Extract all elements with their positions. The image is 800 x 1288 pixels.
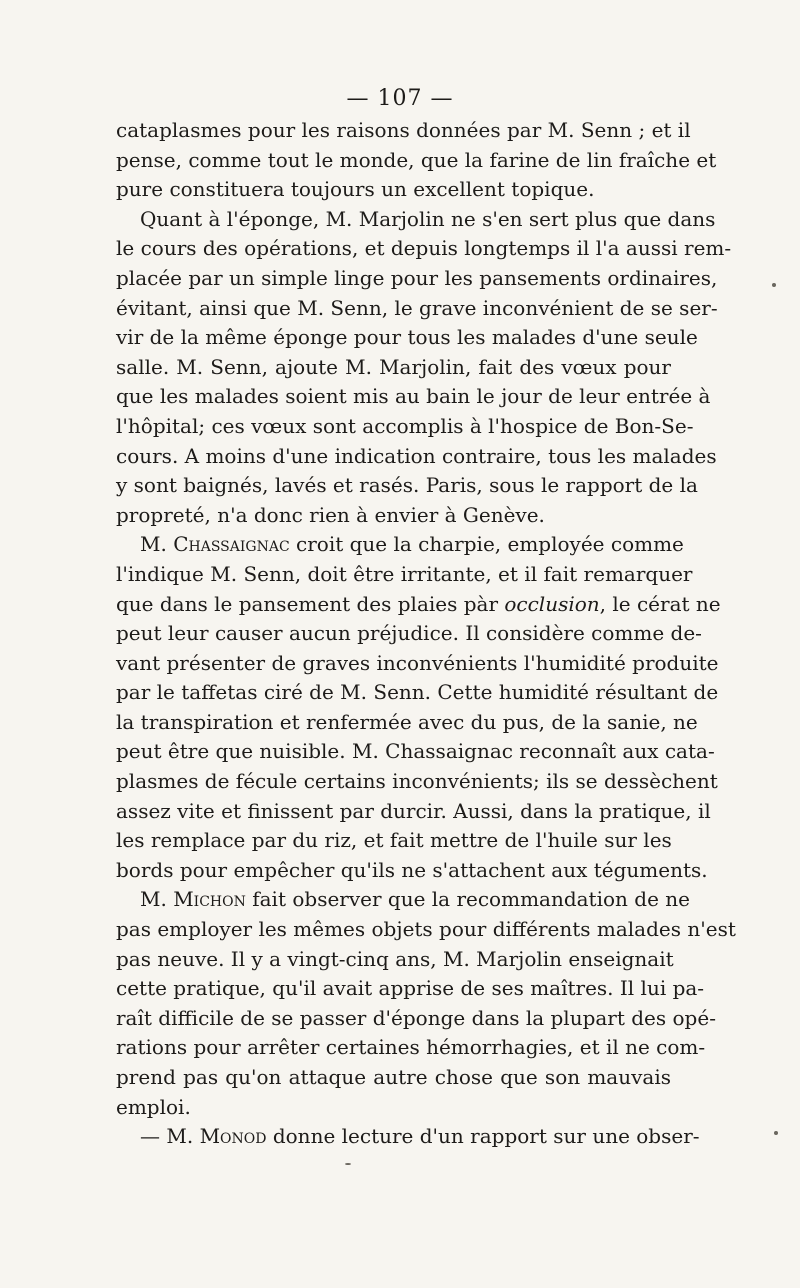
text-line: l'indique M. Senn, doit être irritante, et il fait remarquer	[116, 561, 693, 586]
speaker-name: Monod	[199, 1124, 267, 1149]
text-line: pure constituera toujours un excellent topique.	[116, 177, 595, 202]
line-text: fait observer que la recommandation de ne	[245, 887, 690, 912]
page-number: — 107 —	[346, 86, 454, 111]
text-line	[116, 1122, 700, 1152]
line-text: M.	[140, 887, 174, 912]
text-line: par le taffetas ciré de M. Senn. Cette humidité résultant de	[116, 680, 719, 705]
text-line: cette pratique, qu'il avait apprise de ses maîtres. Il lui pa-	[116, 976, 705, 1001]
text-line: raît difficile de se passer d'éponge dans la plupart des opé-	[116, 1005, 716, 1030]
text-line: peut leur causer aucun préjudice. Il considère comme de-	[116, 621, 702, 646]
line-text: , le cérat ne	[599, 591, 721, 616]
text-line: propreté, n'a donc rien à envier à Genève.	[116, 502, 545, 527]
text-line: que les malades soient mis au bain le jour de leur entrée à	[116, 384, 711, 409]
text-line: l'hôpital; ces vœux sont accomplis à l'hospice de Bon-Se-	[116, 413, 694, 438]
italic-term: occlusion	[504, 591, 600, 616]
text-line: plasmes de fécule certains inconvénients; ils se dessèchent	[116, 769, 718, 794]
line-text: croit que la charpie, employée comme	[289, 532, 684, 557]
text-line: rations pour arrêter certaines hémorrhagies, et il ne com-	[116, 1035, 706, 1060]
text-line: y sont baignés, lavés et rasés. Paris, sous le rapport de la	[116, 473, 698, 498]
text-line: vir de la même éponge pour tous les malades d'une seule	[116, 325, 698, 350]
text-line: cours. A moins d'une indication contraire, tous les malades	[116, 443, 717, 468]
text-line: évitant, ainsi que M. Senn, le grave inconvénient de se ser-	[116, 295, 718, 320]
line-text: que dans le pansement des plaies pàr	[116, 591, 505, 616]
text-line: peut être que nuisible. M. Chassaignac reconnaît aux cata-	[116, 739, 715, 764]
text-line: le cours des opérations, et depuis longtemps il l'a aussi rem-	[116, 236, 732, 261]
speaker-name: Michon	[173, 887, 246, 912]
text-line: cataplasmes pour les raisons données par M. Senn ; et il	[116, 118, 691, 142]
text-line: pense, comme tout le monde, que la farine de lin fraîche et	[116, 147, 717, 172]
ink-speck	[774, 1131, 778, 1135]
text-line	[116, 530, 684, 560]
ink-speck	[772, 283, 776, 287]
text-line: la transpiration et renfermée avec du pus, de la sanie, ne	[116, 709, 698, 734]
line-text: — M.	[140, 1124, 200, 1149]
text-line: pas neuve. Il y a vingt-cinq ans, M. Marjolin enseignait	[116, 946, 674, 971]
text-line: Quant à l'éponge, M. Marjolin ne s'en sert plus que dans	[140, 206, 716, 231]
text-line: prend pas qu'on attaque autre chose que son mauvais	[116, 1065, 671, 1089]
text-line: les remplace par du riz, et fait mettre de l'huile sur les	[116, 828, 672, 853]
text-line: salle. M. Senn, ajoute M. Marjolin, fait des vœux pour	[116, 354, 671, 379]
speaker-name: Chassaignac	[173, 532, 290, 557]
ink-speck	[345, 1163, 351, 1165]
text-line: emploi.	[116, 1094, 191, 1119]
text-line	[116, 590, 721, 620]
text-line: bords pour empêcher qu'ils ne s'attachent aux téguments.	[116, 857, 708, 882]
text-line: pas employer les mêmes objets pour différents malades n'est	[116, 917, 736, 942]
text-line	[116, 885, 690, 915]
text-line: vant présenter de graves inconvénients l'humidité produite	[116, 650, 719, 675]
text-line: assez vite et finissent par durcir. Aussi, dans la pratique, il	[116, 798, 711, 823]
line-text: M.	[140, 532, 174, 557]
text-line: placée par un simple linge pour les pansements ordinaires,	[116, 265, 718, 290]
body-text	[116, 116, 736, 1152]
line-text: donne lecture d'un rapport sur une obser-	[266, 1124, 700, 1149]
